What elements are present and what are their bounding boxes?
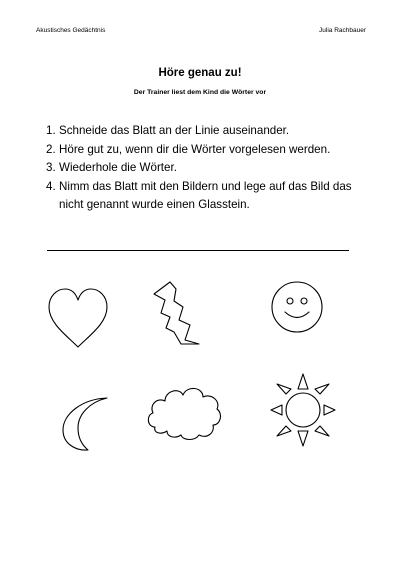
page-subtitle: Der Trainer liest dem Kind die Wörter vor — [133, 89, 267, 96]
cut-line[interactable] — [47, 250, 349, 251]
instruction-list — [46, 122, 376, 215]
moon-icon — [60, 396, 112, 454]
lightning-icon — [152, 280, 202, 346]
instruction-item — [46, 178, 376, 215]
instruction-number: 4. — [46, 179, 56, 193]
header-left-text: Akustisches Gedächtnis — [36, 27, 106, 34]
header-right-text: Julia Rachbauer — [319, 27, 366, 34]
smiley-icon — [270, 280, 324, 334]
page-title: Höre genau zu! — [158, 67, 242, 79]
cloud-icon — [145, 383, 223, 440]
instruction-number: 3. — [46, 161, 56, 174]
instruction-number: 2. — [46, 142, 56, 156]
instruction-text: Höre gut zu, wenn dir die Wörter vorgelesen werden. — [59, 142, 331, 156]
instruction-item — [46, 141, 376, 160]
instruction-text: Nimm das Blatt mit den Bildern und lege auf das Bild das nicht genannt wurde einen Glasstein. — [59, 179, 352, 211]
instruction-item — [46, 159, 376, 178]
instruction-text: Schneide das Blatt an der Linie auseinander. — [59, 124, 290, 137]
instruction-number: 1. — [46, 124, 56, 137]
instruction-text: Wiederhole die Wörter. — [59, 161, 177, 174]
sun-icon — [270, 368, 336, 448]
heart-icon — [46, 287, 110, 351]
instruction-item — [46, 122, 376, 141]
